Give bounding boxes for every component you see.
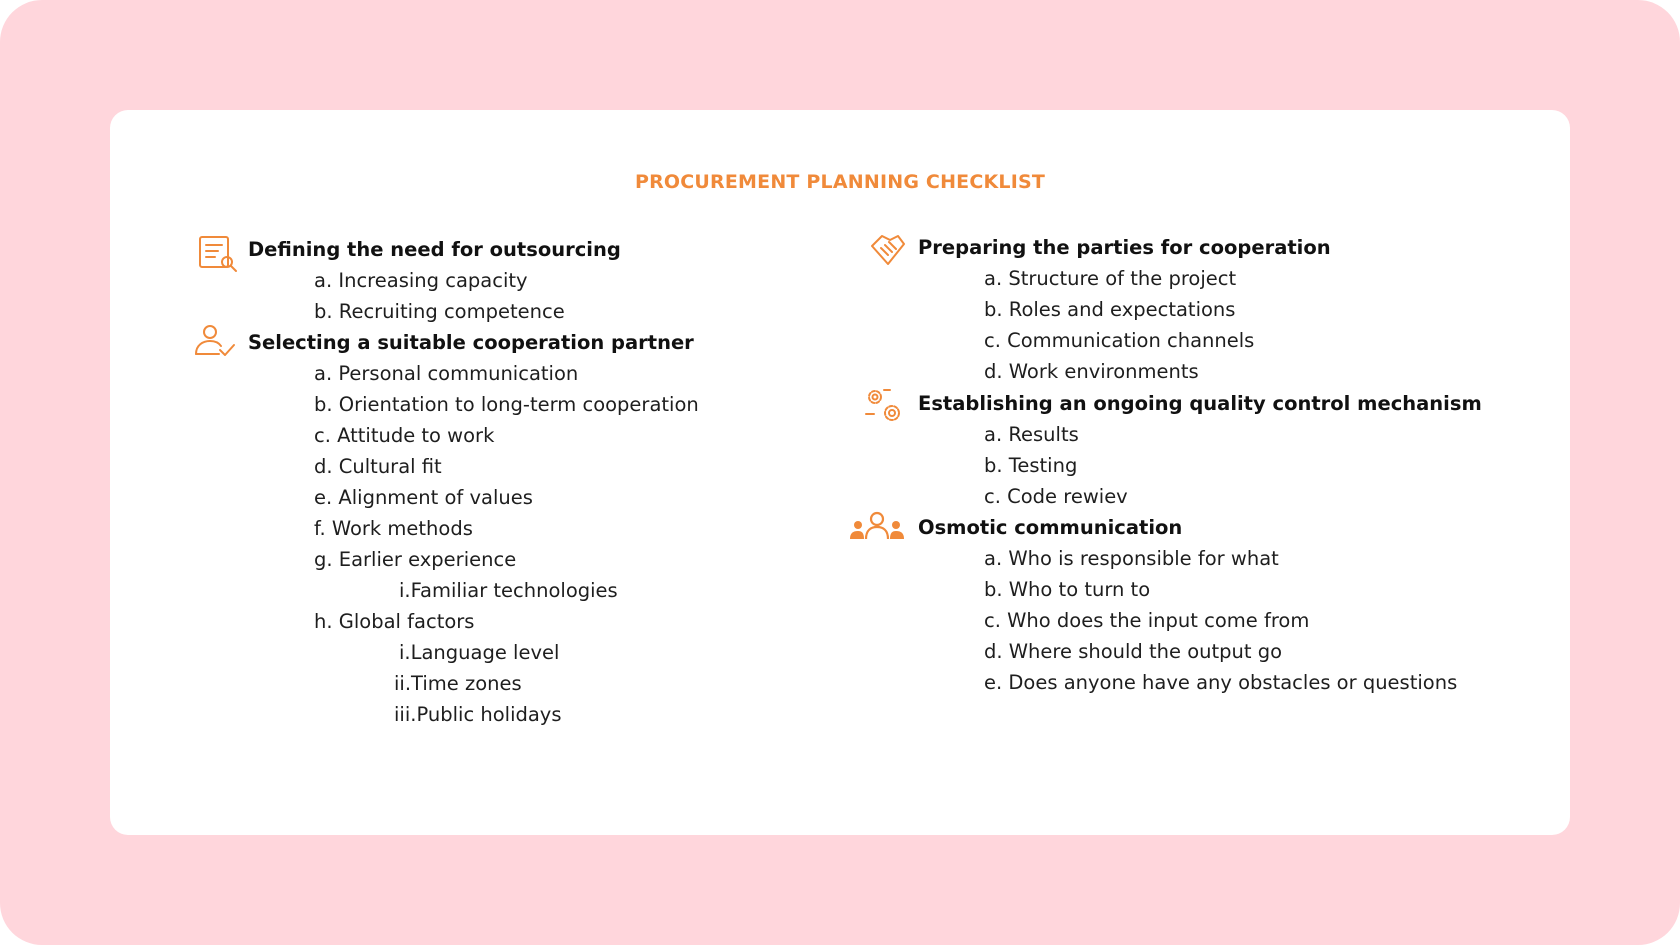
list-item: f. Work methods	[314, 517, 473, 540]
list-item: c. Attitude to work	[314, 424, 495, 447]
gears-icon	[862, 384, 908, 428]
sub-list-item: i.Familiar technologies	[399, 579, 618, 602]
list-item: d. Cultural fit	[314, 455, 442, 478]
checklist-card	[110, 110, 1570, 835]
list-item: b. Testing	[984, 454, 1078, 477]
section-heading-partner: Selecting a suitable cooperation partner	[248, 331, 694, 354]
document-search-icon	[197, 234, 241, 274]
list-item: b. Orientation to long-term cooperation	[314, 393, 699, 416]
list-item: c. Who does the input come from	[984, 609, 1310, 632]
list-item: g. Earlier experience	[314, 548, 517, 571]
sub-list-item: iii.Public holidays	[394, 703, 562, 726]
page-title: PROCUREMENT PLANNING CHECKLIST	[634, 171, 1046, 193]
team-icon	[848, 510, 906, 542]
list-item: h. Global factors	[314, 610, 475, 633]
sub-list-item: ii.Time zones	[394, 672, 522, 695]
user-check-icon	[193, 323, 237, 359]
list-item: a. Personal communication	[314, 362, 579, 385]
list-item: d. Where should the output go	[984, 640, 1283, 663]
section-heading-outsourcing: Defining the need for outsourcing	[248, 238, 621, 261]
section-heading-quality: Establishing an ongoing quality control mechanism	[918, 392, 1482, 415]
section-heading-osmotic: Osmotic communication	[918, 516, 1183, 539]
list-item: b. Recruiting competence	[314, 300, 565, 323]
list-item: a. Who is responsible for what	[984, 547, 1279, 570]
list-item: a. Results	[984, 423, 1079, 446]
list-item: a. Increasing capacity	[314, 269, 528, 292]
handshake-icon	[868, 232, 908, 268]
sub-list-item: i.Language level	[399, 641, 560, 664]
list-item: c. Code rewiev	[984, 485, 1128, 508]
list-item: b. Roles and expectations	[984, 298, 1236, 321]
list-item: a. Structure of the project	[984, 267, 1237, 290]
list-item: e. Does anyone have any obstacles or questions	[984, 671, 1458, 694]
list-item: c. Communication channels	[984, 329, 1255, 352]
list-item: e. Alignment of values	[314, 486, 533, 509]
section-heading-preparing: Preparing the parties for cooperation	[918, 236, 1331, 259]
list-item: d. Work environments	[984, 360, 1199, 383]
list-item: b. Who to turn to	[984, 578, 1151, 601]
